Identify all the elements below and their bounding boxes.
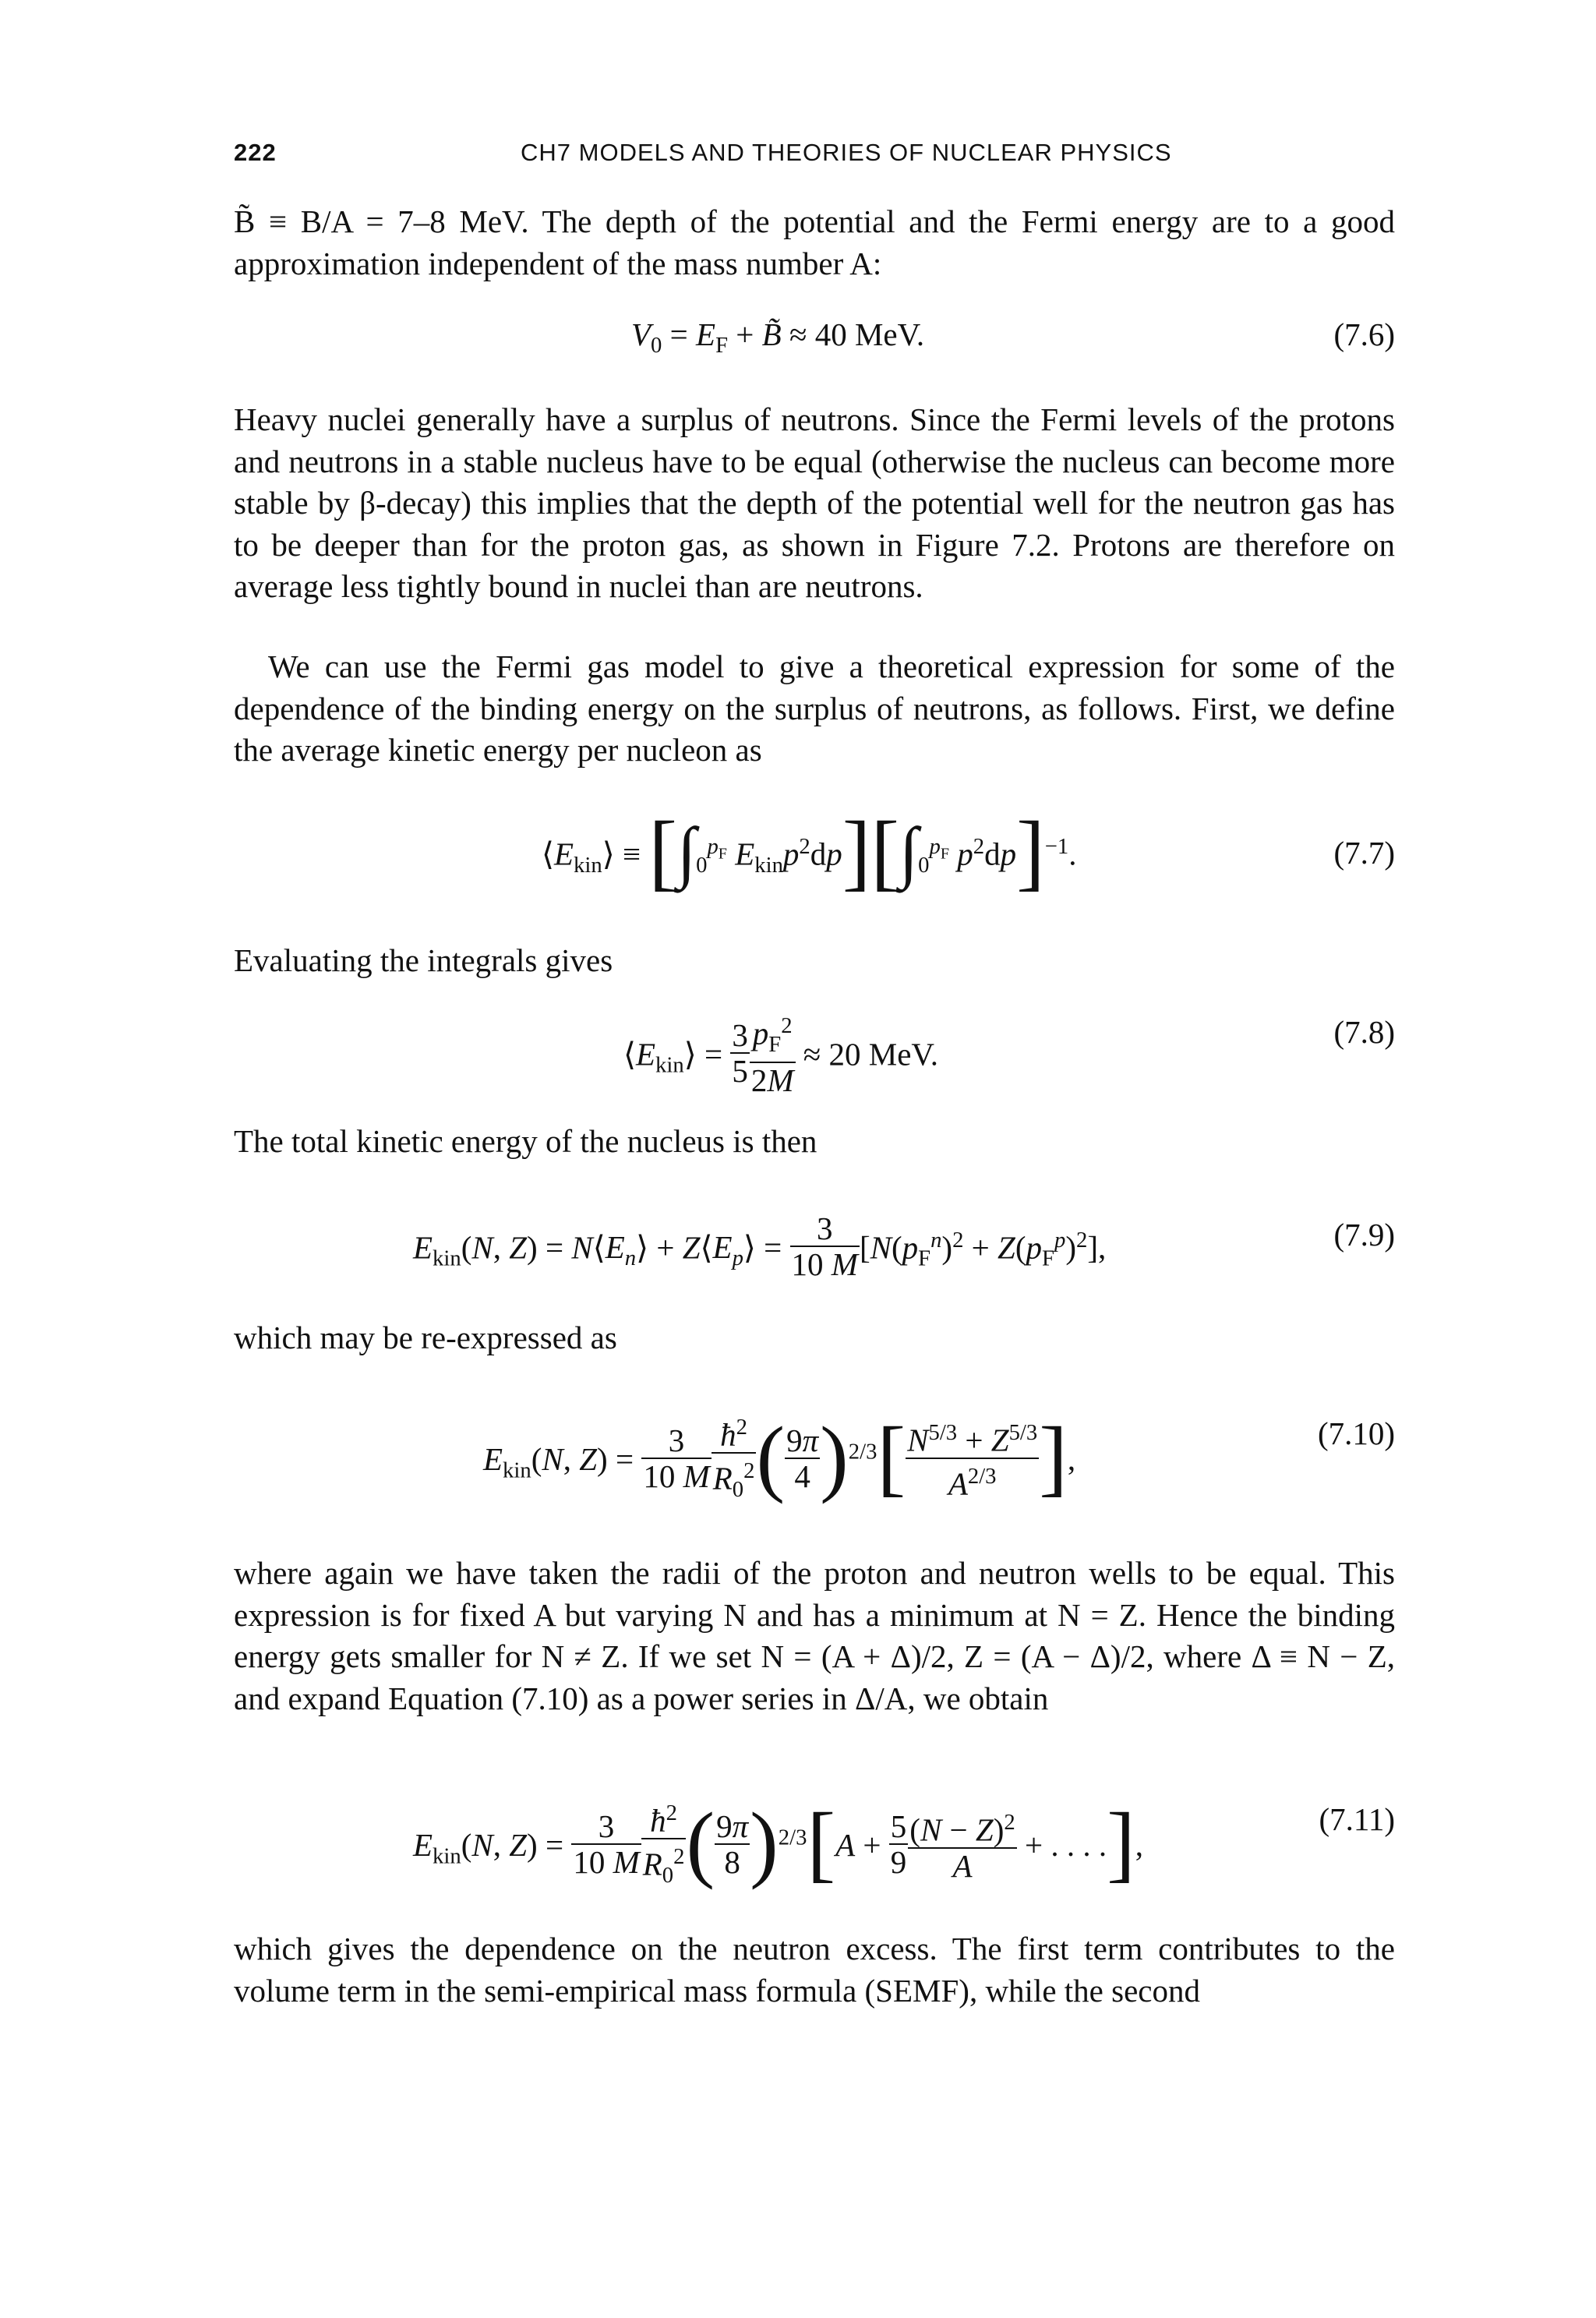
equation-body: $V_0 = E_F$ + B̃ ≈ 40 MeV. xyxy=(631,316,925,359)
equation-7-10 xyxy=(234,1408,1395,1504)
equation-7-8 xyxy=(234,1013,1395,1098)
paragraph-3: We can use the Fermi gas model to give a theoretical expression for some of the dependence of the binding energy on the surplus of neutrons, as follows. First, we define the average kinetic energy per nucleon as xyxy=(234,648,1395,768)
equation-number: (7.9) xyxy=(1333,1217,1395,1253)
paragraph-5: The total kinetic energy of the nucleus is then xyxy=(234,1123,817,1159)
paragraph-2: Heavy nuclei generally have a surplus of neutrons. Since the Fermi levels of the protons and neutrons in a stable nucleus have to be equal (otherwise the nucleus can become more stable by β-decay) this implies that the depth of the potential well for the neutron gas has to be deeper than for the proton gas, as shown in Figure 7.2. Protons are therefore on average less tightly bound in nuclei than are neutrons. xyxy=(234,401,1395,604)
equation-number: (7.11) xyxy=(1319,1801,1395,1837)
page-number: 222 xyxy=(234,139,277,166)
equation-number: (7.8) xyxy=(1333,1014,1395,1050)
equation-body: $E_{kin}(N$, Z) = $\frac{3}{10 M}$ $\frac{ħ^2}{R_0^2}$ ( $\frac{9\pi}{8}$ )$^{2/3}$[A + $\frac{5}{9}$ $\frac{(N - Z)^2}{A}$ + . . . .], xyxy=(413,1800,1143,1897)
paragraph-6: which may be re-expressed as xyxy=(234,1320,617,1355)
equation-number: (7.7) xyxy=(1333,835,1395,871)
equation-number: (7.10) xyxy=(1317,1415,1395,1451)
paragraph-7: where again we have taken the radii of the proton and neutron wells to be equal. This expression is for fixed A but varying N and has a minimum at N = Z. Hence the binding energy gets smaller for N ≠ Z. If we set N = (A + Δ)/2, Z = (A − Δ)/2, where Δ ≡ N − Z, and expand Equation (7.10) as a power series in Δ/A, we obtain xyxy=(234,1555,1395,1716)
equation-7-11 xyxy=(234,1794,1395,1890)
equation-body: $E_{kin}(N$, Z) = $\frac{3}{10 M}$ $\frac{ħ^2}{R_0^2}$ ( $\frac{9\pi}{4}$ )$^{2/3}$[ $\frac{N^{5/3} + Z^{5/3}}{A^{2/3}}$ ], xyxy=(483,1415,1075,1511)
equation-7-7 xyxy=(234,804,1395,904)
equation-number: (7.6) xyxy=(1333,316,1395,352)
equation-body: $⟨E_{kin}⟩ \equiv [\int_0^{p_F}$ $E_{kin}p^2dp][\int_0^{p_F}$ $p^2dp]^{-1}$. xyxy=(542,804,1077,899)
page-header xyxy=(234,139,1395,178)
equation-7-6 xyxy=(234,316,1395,386)
paragraph-1: B̃ ≡ B/A = 7–8 MeV. The depth of the potential and the Fermi energy are to a good approximation independent of the mass number A: xyxy=(234,203,1395,281)
paragraph-4: Evaluating the integrals gives xyxy=(234,942,613,978)
equation-7-9 xyxy=(234,1210,1395,1286)
equation-body: $E_{kin}(N$, $Z) = N⟨E_n⟩$ + $Z⟨E_p⟩$ = $\frac{3}{10 M}$ $[N(p_F^n)^2 + Z(p_F^p)^2]$, xyxy=(413,1210,1107,1282)
paragraph-8: which gives the dependence on the neutron excess. The first term contributes to the volume term in the semi-empirical mass formula (SEMF), while the second xyxy=(234,1931,1395,2009)
running-title: CH7 MODELS AND THEORIES OF NUCLEAR PHYSICS xyxy=(521,139,1172,166)
equation-body: $⟨E_{kin}⟩$ = $\frac{3}{5}$ $\frac{p_F^2}{2M}$ ≈ 20 MeV. xyxy=(623,1013,938,1098)
